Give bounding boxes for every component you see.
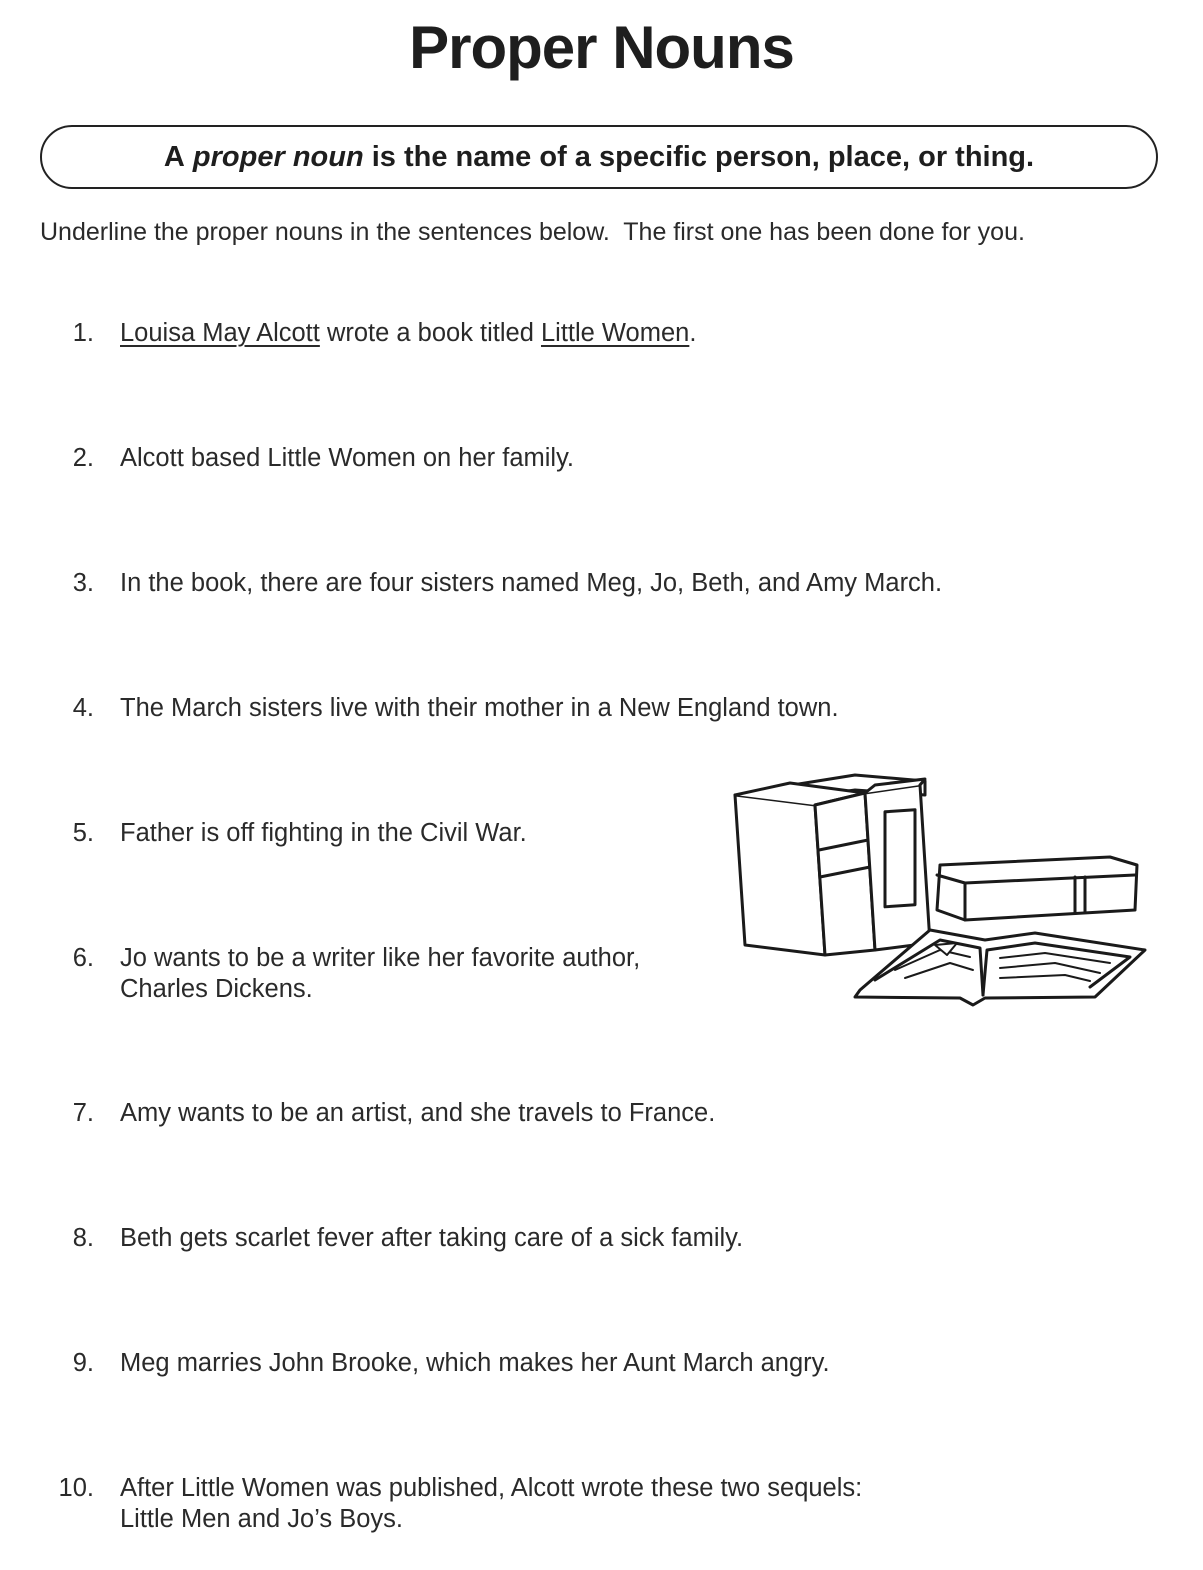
- item-number: 9.: [72, 1349, 94, 1377]
- item-text-segment: .: [689, 319, 697, 347]
- item-text-line2: Little Men and Jo’s Boys.: [120, 1505, 404, 1533]
- item-number: 5.: [72, 819, 94, 847]
- item-text: [120, 318, 696, 349]
- item-text: After Little Women was published, Alcott wrote these two sequels:: [120, 1474, 863, 1502]
- instructions: Underline the proper nouns in the sentences below. The first one has been done for you.: [40, 218, 1025, 246]
- item-text-segment: wrote a book titled: [319, 319, 541, 347]
- item-number: 3.: [72, 569, 94, 597]
- item-text: Jo wants to be a writer like her favorite author,: [120, 944, 641, 972]
- definition-text: is the name of a specific person, place, or thing.: [371, 140, 1035, 173]
- item-text: The March sisters live with their mother in a New England town.: [120, 694, 839, 722]
- item-text: In the book, there are four sisters named Meg, Jo, Beth, and Amy March.: [120, 569, 943, 597]
- underlined-proper-noun: Louisa May Alcott: [120, 319, 320, 347]
- definition-box: [40, 125, 1158, 189]
- definition-prefix: A: [163, 140, 185, 173]
- item-number: 10.: [58, 1474, 94, 1502]
- item-number: 7.: [72, 1099, 94, 1127]
- item-number: 4.: [72, 694, 94, 722]
- item-text: Father is off fighting in the Civil War.: [120, 819, 527, 847]
- item-text: Alcott based Little Women on her family.: [120, 444, 575, 472]
- definition-term: proper noun: [192, 140, 364, 173]
- underlined-proper-noun: Little Women: [540, 319, 690, 347]
- books-illustration-icon: [725, 765, 1165, 1020]
- item-number: 6.: [72, 944, 94, 972]
- item-text: Amy wants to be an artist, and she travels to France.: [120, 1099, 716, 1127]
- item-number: 2.: [72, 444, 94, 472]
- item-number: 1.: [72, 319, 94, 347]
- page-title: Proper Nouns: [409, 14, 794, 81]
- item-number: 8.: [72, 1224, 94, 1252]
- item-text-line2: Charles Dickens.: [120, 975, 313, 1003]
- item-text: Beth gets scarlet fever after taking care of a sick family.: [120, 1224, 744, 1252]
- item-text: Meg marries John Brooke, which makes her Aunt March angry.: [120, 1349, 830, 1377]
